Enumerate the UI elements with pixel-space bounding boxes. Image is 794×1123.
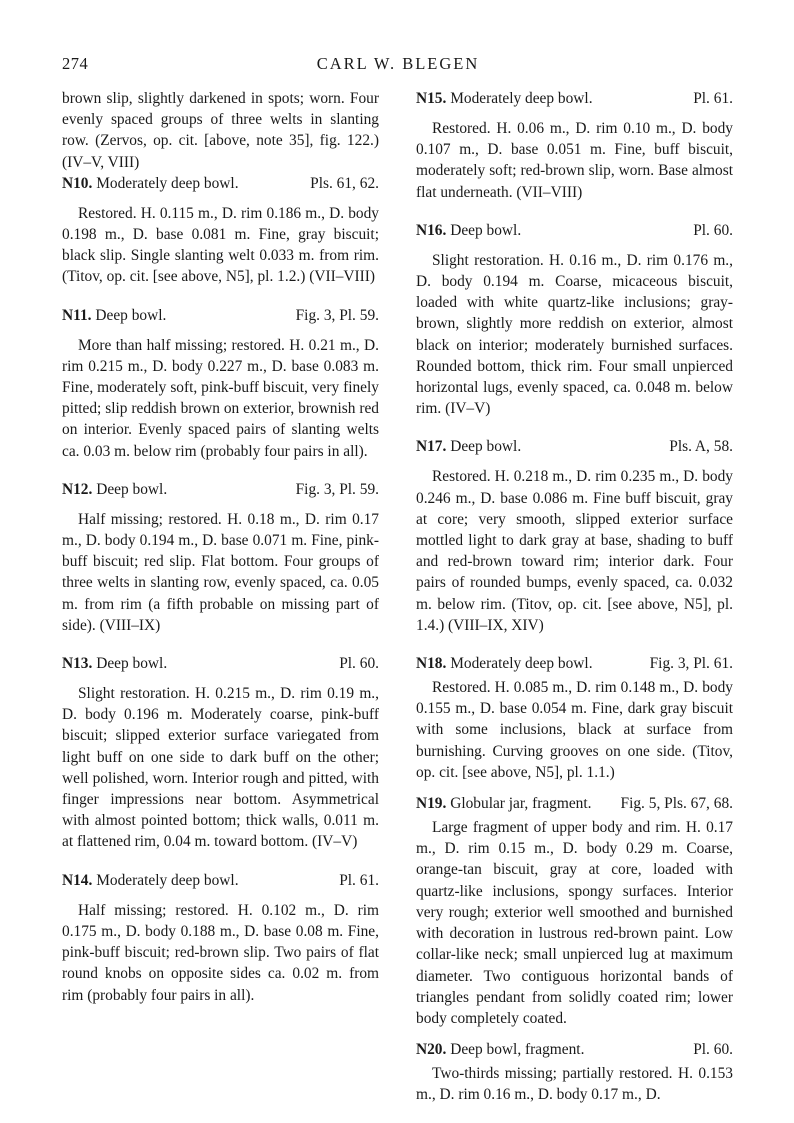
entry-plate-ref: Fig. 3, Pl. 59.: [295, 306, 379, 324]
catalog-entry-n12: [62, 479, 379, 636]
catalog-entry-n14: [62, 870, 379, 1006]
entry-description: Slight restoration. H. 0.215 m., D. rim 0.19 m., D. body 0.196 m. Moderately coarse, pink-buff biscuit; slipped exterior surface variegated from light buff on one side to dark buff on the other; well polished, worn. Interior rough and pitted, with finger impressions near bottom. Asymmetrical with almost pointed bottom; thick walls, 0.011 m. at flattened rim, 0.04 m. toward bottom. (IV–V): [62, 685, 379, 851]
catalog-entry-n19: [416, 793, 733, 1029]
entry-title: Deep bowl.: [96, 480, 168, 498]
catalog-entry-n11: [62, 305, 379, 462]
catalog-entry-n17: [416, 436, 733, 636]
entry-number: N20.: [416, 1041, 447, 1059]
entry-description: Restored. H. 0.085 m., D. rim 0.148 m., D. body 0.155 m., D. base 0.054 m. Fine, dark gray biscuit with some inclusions, black at surface from burnishing. Curving grooves on one side. (Titov, op. cit. [see above, N5], pl. 1.1.): [416, 679, 733, 781]
entry-number: N15.: [416, 90, 447, 107]
catalog-entry-n10: [62, 173, 379, 288]
entry-number: N10.: [62, 174, 93, 192]
entry-plate-ref: Pl. 61.: [693, 90, 733, 107]
entry-plate-ref: Pl. 61.: [339, 871, 379, 889]
entry-number: N14.: [62, 871, 93, 889]
running-title: CARL W. BLEGEN: [316, 54, 480, 73]
entry-heading: [416, 1039, 733, 1060]
entry-plate-ref: Fig. 3, Pl. 59.: [295, 480, 379, 498]
entry-description: Half missing; restored. H. 0.102 m., D. rim 0.175 m., D. body 0.188 m., D. base 0.08 m. Fine, pink-buff biscuit; red-brown slip. Two pairs of flat round knobs on opposite sides ca. 0.02 m. from rim (probably four pairs in all).: [62, 901, 379, 1004]
entry-heading: [416, 653, 733, 674]
right-column: [416, 88, 733, 1123]
entry-heading: [416, 436, 733, 457]
entry-plate-ref: Pl. 60.: [693, 1041, 733, 1059]
entry-number: N12.: [62, 480, 93, 498]
entry-number: N17.: [416, 438, 447, 456]
entry-number: N19.: [416, 795, 447, 813]
entry-heading: [416, 793, 733, 814]
entry-title: Moderately deep bowl.: [450, 90, 593, 107]
continuation-text: brown slip, slightly darkened in spots; worn. Four evenly spaced groups of three welts in slanting row. (Zervos, op. cit. [above, note 35], fig. 122.) (IV–V, VIII): [62, 90, 379, 171]
entry-heading: [62, 173, 379, 194]
catalog-entry-n20: [416, 1039, 733, 1105]
entry-description: Large fragment of upper body and rim. H. 0.17 m., D. rim 0.15 m., D. body 0.29 m. Coarse, orange-tan biscuit, gray at core, loaded with quartz-like inclusions, spongy surfaces. Interior very rough; exterior well smoothed and burnished with decoration in lustrous red-brown paint. Low collar-like neck; small unpierced lug at maximum diameter. Two contiguous horizontal bands of triangles pendant from solidly coated rim; lower body completely coated.: [416, 819, 733, 1027]
entry-description: Restored. H. 0.06 m., D. rim 0.10 m., D. body 0.107 m., D. base 0.051 m. Fine, buff biscuit, moderately soft; red-brown slip, worn. Base almost flat underneath. (VII–VIII): [416, 120, 733, 201]
entry-title: Deep bowl.: [450, 221, 522, 239]
entry-number: N11.: [62, 306, 92, 324]
catalog-entry-n16: [416, 220, 733, 420]
entry-heading: [416, 220, 733, 241]
entry-description: Restored. H. 0.115 m., D. rim 0.186 m., D. body 0.198 m., D. base 0.081 m. Fine, gray biscuit; black slip. Single slanting welt 0.033 m. from rim. (Titov, op. cit. [see above, N5], pl. 1.2.) (VII–VIII): [62, 204, 379, 286]
entry-description: More than half missing; restored. H. 0.21 m., D. rim 0.215 m., D. body 0.227 m., D. base 0.083 m. Fine, moderately soft, pink-buff biscuit, very finely pitted; slip reddish brown on exterior, brownish red on interior. Evenly spaced pairs of slanting welts ca. 0.03 m. below rim (probably four pairs in all).: [62, 336, 379, 460]
entry-plate-ref: Pl. 60.: [339, 655, 379, 673]
entry-description: Restored. H. 0.218 m., D. rim 0.235 m., D. body 0.246 m., D. base 0.086 m. Fine buff biscuit, gray at core; very smooth, slipped exterior surface mottled light to dark gray at base, shading to buff and red-brown toward rim; interior dark. Four pairs of rounded bumps, evenly spaced, ca. 0.032 m. below rim. (Titov, op. cit. [see above, N5], pl. 1.4.) (VIII–IX, XIV): [416, 468, 733, 634]
entry-plate-ref: Pls. 61, 62.: [310, 174, 379, 192]
entry-plate-ref: Fig. 5, Pls. 67, 68.: [620, 795, 733, 813]
entry-title: Deep bowl.: [96, 655, 168, 673]
entry-title: Deep bowl.: [450, 438, 522, 456]
entry-heading: [62, 479, 379, 500]
entry-title: Deep bowl, fragment.: [450, 1041, 585, 1059]
entry-number: N13.: [62, 655, 93, 673]
running-header: [62, 54, 734, 76]
entry-plate-ref: Pl. 60.: [693, 221, 733, 239]
catalog-entry-n18: [416, 653, 733, 783]
entry-heading: [416, 88, 733, 109]
entry-description: Two-thirds missing; partially restored. H. 0.153 m., D. rim 0.16 m., D. body 0.17 m., D.: [416, 1065, 733, 1104]
entry-description: Slight restoration. H. 0.16 m., D. rim 0.176 m., D. body 0.194 m. Coarse, micaceous biscuit, loaded with white quartz-like inclusions; gray-brown, slightly more reddish on exterior, almost black on interior; moderately burnished surfaces. Rounded bottom, thick rim. Four small unpierced horizontal lugs, evenly spaced, ca. 0.048 m. below rim. (IV–V): [416, 251, 733, 418]
entry-plate-ref: Pls. A, 58.: [669, 438, 733, 456]
entry-heading: [62, 653, 379, 674]
left-column: [62, 88, 379, 1023]
entry-title: Globular jar, fragment.: [450, 795, 592, 813]
entry-number: N16.: [416, 221, 447, 239]
entry-heading: [62, 870, 379, 891]
entry-title: Moderately deep bowl.: [96, 871, 239, 889]
entry-description: Half missing; restored. H. 0.18 m., D. rim 0.17 m., D. body 0.194 m., D. base 0.071 m. Fine, pink-buff biscuit; red slip. Flat bottom. Four groups of three welts in slanting row, evenly spaced, ca. 0.05 m. from rim (a fifth probable on missing part of side). (VIII–IX): [62, 510, 379, 634]
entry-title: Moderately deep bowl.: [96, 174, 239, 192]
catalog-entry-n15: [416, 88, 733, 203]
entry-title: Moderately deep bowl.: [450, 655, 593, 673]
page-number: 274: [62, 54, 89, 73]
entry-plate-ref: Fig. 3, Pl. 61.: [649, 655, 733, 673]
catalog-entry-n13: [62, 653, 379, 853]
entry-title: Deep bowl.: [95, 306, 167, 324]
entry-heading: [62, 305, 379, 326]
entry-number: N18.: [416, 655, 447, 673]
